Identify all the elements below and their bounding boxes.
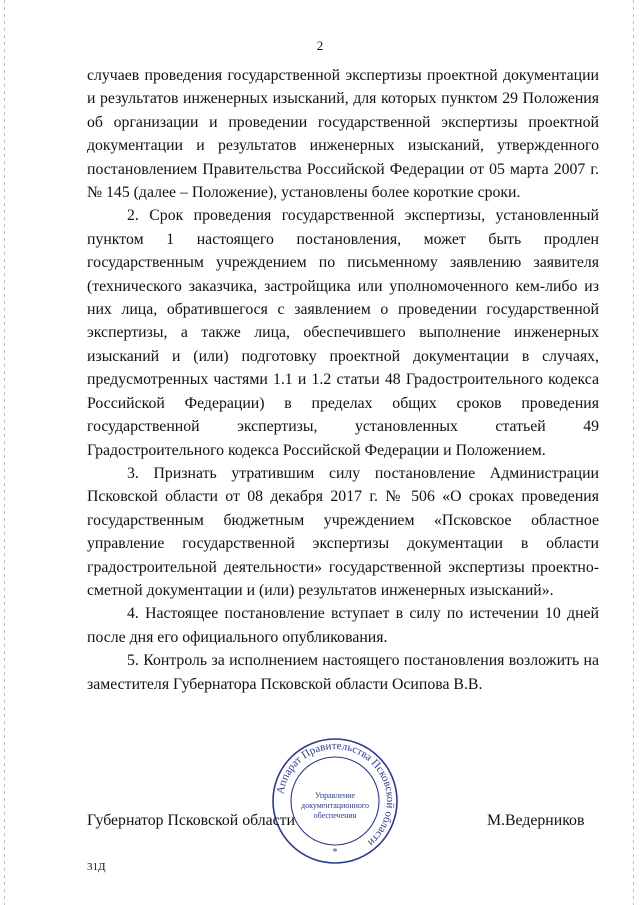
signatory-position: Губернатор Псковской области [87,812,296,829]
stamp-star-icon: * [332,847,338,858]
signatory-name: М.Ведерников [487,812,585,829]
page-number: 2 [316,38,324,53]
official-stamp [270,736,400,866]
scan-edge-right [633,0,634,905]
document-body [87,64,599,696]
scan-edge-left [4,0,5,905]
paragraph-4: 4. Настоящее постановление вступает в силу по истечении 10 дней после дня его официального опубликования. [87,605,599,646]
document-code: 31Д [87,861,106,873]
paragraph-5: 5. Контроль за исполнением настоящего постановления возложить на заместителя Губернатора Псковской области Осипова В.В. [87,652,599,693]
paragraph-continuation: случаев проведения государственной экспертизы проектной документации и результатов инженерных изысканий, для которых пунктом 29 Положения об организации и проведении государственной экспертизы проектной документации и результатов инженерных изысканий, утвержденного постановлением Правительства Российской Федерации от 05 марта 2007 г. № 145 (далее – Положение), установлены более короткие сроки. [87,67,599,202]
stamp-center-line-2: документационного [301,801,369,810]
stamp-ring-text: Аппарат Правительства Псковской области [274,739,397,849]
stamp-center-line-3: обеспечения [313,811,357,820]
paragraph-2: 2. Срок проведения государственной экспертизы, установленный пунктом 1 настоящего постановления, может быть продлен государственным учреждением по письменному заявлению заявителя (технического заказчика, застройщика или уполномоченного кем-либо из них лица, обратившегося с заявлением о проведении государственной экспертизы, а также лица, обеспечившего выполнение инженерных изысканий и (или) подготовку проектной документации в случаях, предусмотренных частями 1.1 и 1.2 статьи 48 Градостроительного кодекса Российской Федерации) в пределах общих сроков проведения государственной экспертизы, установленных статьей 49 Градостроительного кодекса Российской Федерации и Положением. [87,207,599,459]
paragraph-3: 3. Признать утратившим силу постановление Администрации Псковской области от 08 декабря 2017 г. № 506 «О сроках проведения государственным бюджетным учреждением «Псковское областное управление государственной экспертизы документации в области градостроительной деятельности» государственной экспертизы проектно-сметной документации и (или) результатов инженерных изысканий». [87,464,599,599]
stamp-center-line-1: Управление [314,791,356,800]
